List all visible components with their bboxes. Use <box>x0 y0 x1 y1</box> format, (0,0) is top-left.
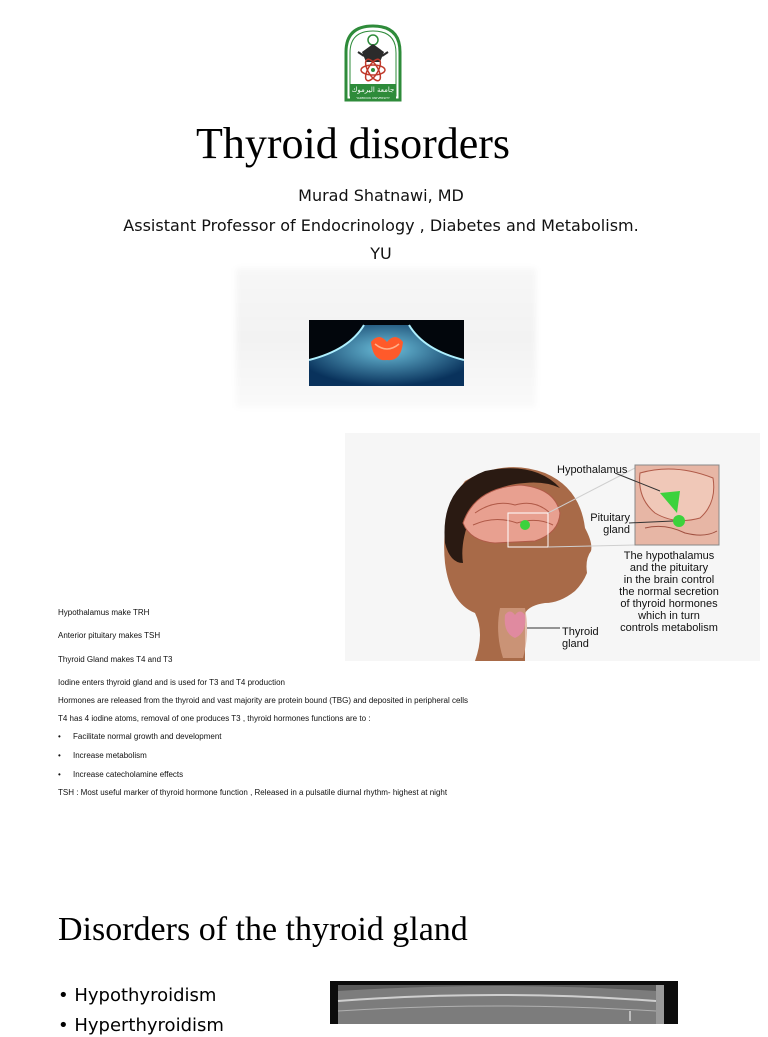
disorder-text: Hyperthyroidism <box>74 1015 224 1036</box>
note-iodine: Iodine enters thyroid gland and is used for T3 and T4 production <box>58 678 285 687</box>
logo-english-text: YARMOUK UNIVERSITY <box>356 96 390 100</box>
diagram-caption <box>611 550 727 634</box>
disorder-bullet: • Hyperthyroidism <box>58 1015 224 1036</box>
note-protein-bound: Hormones are released from the thyroid and vast majority are protein bound (TBG) and deposited in peripheral cells <box>58 696 468 705</box>
label-thyroid-line2: gland <box>562 638 589 650</box>
label-hypothalamus: Hypothalamus <box>557 464 628 476</box>
caption-line: controls metabolism <box>620 622 718 634</box>
note-tsh-marker: TSH : Most useful marker of thyroid hormone function , Released in a pulsatile diurnal rhythm- highest at night <box>58 788 448 797</box>
function-bullet <box>58 770 183 780</box>
caption-line: which in turn <box>638 610 700 622</box>
section-title: Disorders of the thyroid gland <box>58 911 468 948</box>
function-text: Increase catecholamine effects <box>73 770 184 779</box>
ultrasound-image <box>330 981 678 1024</box>
function-bullet <box>58 732 222 742</box>
thyroid-neck-image <box>309 320 464 386</box>
label-thyroid-line1: Thyroid <box>562 626 599 638</box>
caption-line: The hypothalamus <box>623 550 715 562</box>
label-pituitary-gland <box>584 512 630 536</box>
note-tsh: Anterior pituitary makes TSH <box>58 631 161 640</box>
caption-line: in the brain control <box>623 574 715 586</box>
caption-line: and the pituitary <box>629 562 709 574</box>
author-institution: YU <box>370 244 392 263</box>
label-thyroid-gland <box>562 626 599 650</box>
caption-line: the normal secretion <box>619 586 719 598</box>
thyroid-axis-diagram <box>345 433 760 661</box>
function-text: Increase metabolism <box>73 751 147 760</box>
disorder-text: Hypothyroidism <box>74 985 217 1006</box>
disorder-bullet: • Hypothyroidism <box>58 985 217 1006</box>
label-pituitary-line2: gland <box>603 524 630 536</box>
note-t4-t3: Thyroid Gland makes T4 and T3 <box>58 655 173 664</box>
function-text: Facilitate normal growth and development <box>73 732 222 741</box>
caption-line: of thyroid hormones <box>620 598 718 610</box>
label-pituitary-line1: Pituitary <box>590 512 630 524</box>
function-bullet <box>58 751 147 761</box>
note-trh: Hypothalamus make TRH <box>58 608 150 617</box>
university-logo <box>340 22 406 102</box>
slide-title: Thyroid disorders <box>195 119 511 168</box>
author-position: Assistant Professor of Endocrinology , Diabetes and Metabolism. <box>123 216 639 235</box>
logo-arabic-text: جامعة اليرموك <box>351 86 395 94</box>
author-name: Murad Shatnawi, MD <box>298 186 464 205</box>
note-t4-iodine-atoms: T4 has 4 iodine atoms, removal of one produces T3 , thyroid hormones functions are to : <box>58 714 371 723</box>
